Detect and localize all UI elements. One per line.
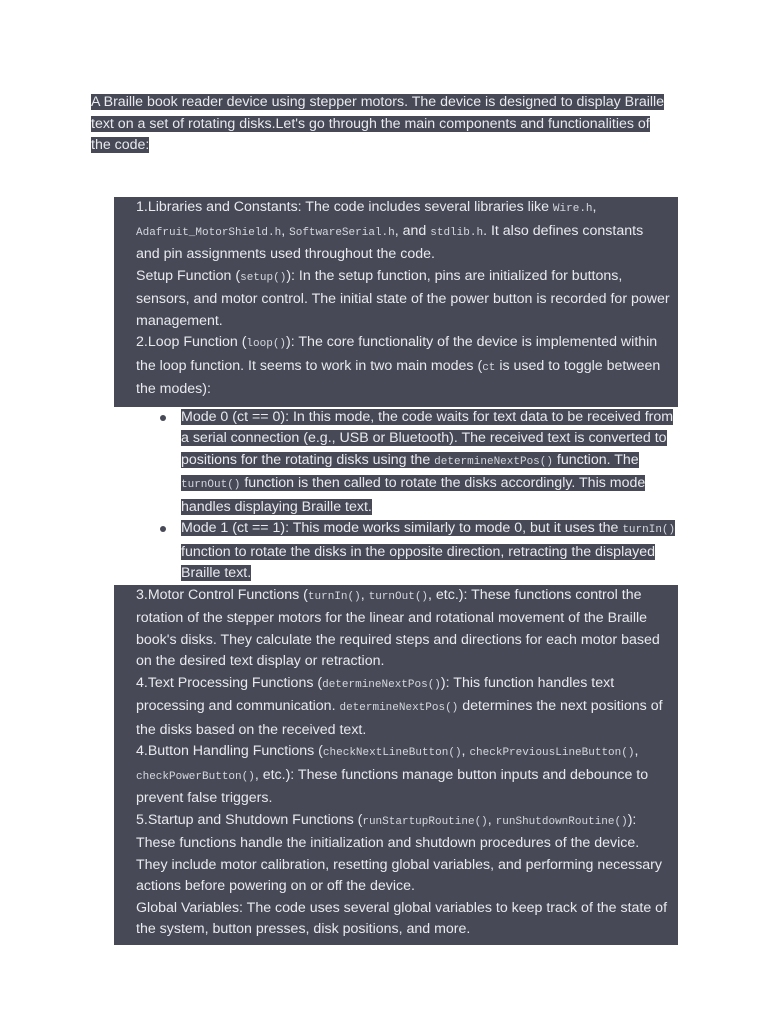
code-ct: ct — [482, 361, 496, 374]
intro-text: A Braille book reader device using stepper motors. The device is designed to display Braille text on a set of rotating disks.Let's go through the main components and functionalities of the code: — [91, 94, 665, 153]
bullet-icon — [160, 526, 166, 532]
section-loop-lead: 2.Loop Function ( — [136, 334, 247, 350]
section-libraries-tail: . It also defines constants and pin assignments used throughout the code. — [136, 222, 644, 262]
intro-paragraph — [91, 92, 671, 157]
section-startup-lead: 5.Startup and Shutdown Functions ( — [136, 811, 363, 828]
code-runshutdownroutine: runShutdownRoutine() — [495, 815, 628, 828]
list-item-mode-0 — [181, 407, 678, 519]
explanation-box-top — [114, 197, 678, 407]
lib-wire: Wire.h — [552, 203, 593, 215]
separator: , — [634, 743, 639, 759]
section-motor-tail: , etc.): These functions control the rotation of the stepper motors for the linear and rotational movement of the Braille book's disks. They calculate the required steps and directions for each motor based on the desired text display or retraction. — [136, 586, 660, 669]
section-loop-tail: is used to toggle between the modes): — [136, 357, 661, 397]
section-text-mid: ): This function handles text processing and communication. — [136, 674, 615, 714]
mode-1-tail: function to rotate the disks in the opposite direction, retracting the displayed Braille text. — [181, 543, 655, 581]
code-turnout: turnOut() — [181, 479, 241, 491]
section-global-variables: Global Variables: The code uses several global variables to keep track of the state of the system, button presses, disk positions, and more. — [136, 899, 668, 937]
mode-0-tail: function is then called to rotate the disks accordingly. This mode handles displaying Braille text. — [181, 475, 646, 515]
section-startup-tail: ): These functions handle the initialization and shutdown procedures of the device. They include motor calibration, resetting global variables, and performing necessary actions before powering on or off the device. — [136, 811, 662, 894]
mode-0-lead: Mode 0 (ct == 0): In this mode, the code waits for text data to be received from a serial connection (e.g., USB or Bluetooth). The received text is converted to positions for the rotating disks using the — [181, 408, 674, 468]
code-checknextlinebutton: checkNextLineButton() — [322, 747, 462, 759]
section-motor-control — [136, 585, 670, 673]
section-text-lead: 4.Text Processing Functions ( — [136, 674, 323, 691]
code-runstartuproutine: runStartupRoutine() — [362, 815, 488, 828]
section-libraries — [136, 197, 670, 266]
mode-list — [114, 407, 678, 585]
code-determinenextpos: determineNextPos() — [339, 702, 459, 714]
section-text-processing — [136, 673, 670, 742]
separator: , — [487, 811, 496, 828]
lib-stdlib: stdlib.h — [430, 226, 484, 239]
explanation-box-bottom — [114, 585, 678, 945]
code-turnin: turnIn() — [307, 590, 361, 603]
mode-0-mid: function. The — [552, 451, 639, 468]
section-button-tail: , etc.): These functions manage button inputs and debounce to prevent false triggers. — [136, 766, 649, 806]
section-startup-shutdown — [136, 810, 670, 898]
section-setup-tail: ): In the setup function, pins are initialized for buttons, sensors, and motor control. The initial state of the power button is recorded for power management. — [136, 267, 670, 329]
section-setup-lead: Setup Function ( — [136, 267, 241, 284]
section-loop — [136, 332, 670, 401]
section-libraries-lead: 1.Libraries and Constants: The code includes several libraries like — [136, 199, 553, 215]
section-setup — [136, 266, 670, 333]
code-loop: loop() — [246, 338, 287, 350]
code-turnin: turnIn() — [622, 524, 676, 536]
separator: , — [360, 586, 369, 603]
section-loop-mid: ): The core functionality of the device is implemented within the loop function. It seems to work in two main modes ( — [136, 334, 658, 374]
mode-1-lead: Mode 1 (ct == 1): This mode works similarly to mode 0, but it uses the — [181, 520, 623, 536]
code-explanation-block — [114, 197, 678, 945]
lib-motorshield: Adafruit_MotorShield.h — [136, 226, 282, 239]
list-item-mode-1 — [181, 518, 678, 585]
section-button-handling — [136, 741, 670, 810]
section-motor-lead: 3.Motor Control Functions ( — [136, 586, 308, 603]
bullet-icon — [160, 415, 166, 421]
section-button-lead: 4.Button Handling Functions ( — [136, 743, 323, 759]
separator: , — [592, 199, 597, 215]
code-determinenextpos: determineNextPos() — [322, 678, 441, 691]
separator: , — [461, 743, 470, 759]
separator: , and — [394, 222, 431, 239]
code-checkpreviouslinebutton: checkPreviousLineButton() — [469, 747, 635, 759]
lib-softwareserial: SoftwareSerial.h — [289, 226, 395, 239]
separator: , — [281, 222, 290, 239]
code-determinenextpos: determineNextPos() — [434, 455, 553, 468]
section-text-tail: determines the next positions of the disks based on the received text. — [136, 698, 663, 738]
code-checkpowerbutton: checkPowerButton() — [136, 770, 255, 783]
code-setup: setup() — [240, 271, 287, 284]
code-turnout: turnOut() — [368, 590, 429, 603]
